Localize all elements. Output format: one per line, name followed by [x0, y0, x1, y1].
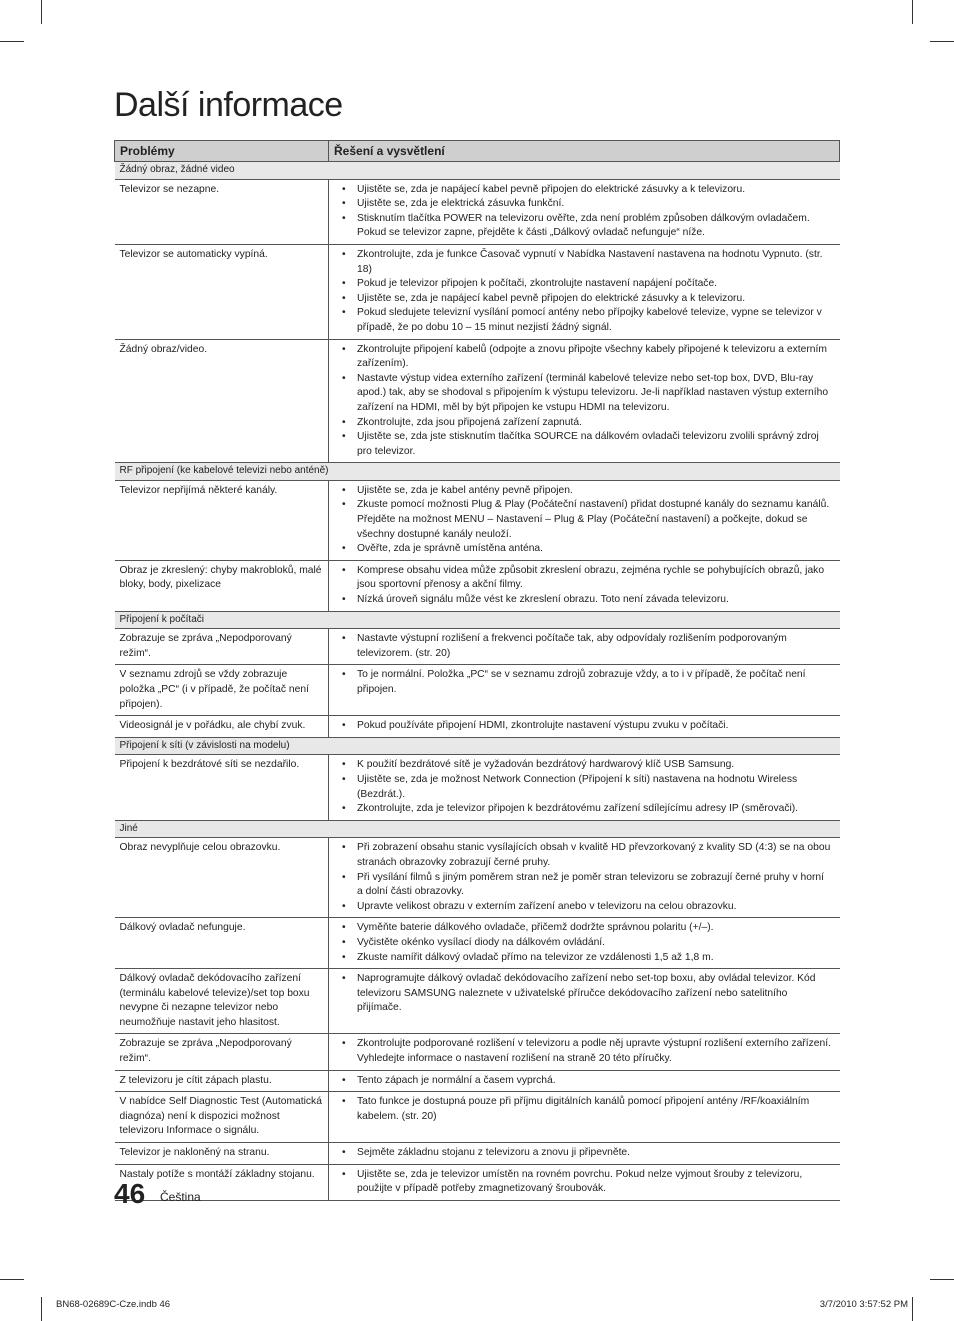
crop-mark: [41, 1297, 42, 1321]
solution-list: [334, 1095, 835, 1124]
solution-list: [334, 1074, 835, 1089]
solution-item: • Pokud sledujete televizní vysílání pomocí antény nebo přípojky kabelové televize, vypne se televizor v případě, že po dobu 10 – 15 minut nezjistí žádný signál.: [334, 306, 835, 335]
section-title: Jiné: [115, 820, 840, 838]
table-row: [115, 1143, 840, 1165]
table-row: [115, 838, 840, 918]
solution-cell: [329, 755, 840, 820]
table-row: [115, 1164, 840, 1200]
solution-item: • Pokud používáte připojení HDMI, zkontrolujte nastavení výstupu zvuku v počítači.: [334, 719, 835, 734]
crop-mark: [0, 1279, 24, 1280]
problem-cell: Z televizoru je cítit zápach plastu.: [115, 1070, 329, 1092]
table-body: [115, 162, 840, 1201]
solution-cell: [329, 918, 840, 969]
table-row: [115, 1034, 840, 1070]
section-row: [115, 820, 840, 838]
solution-item: • Ujistěte se, zda je televizor umístěn na rovném povrchu. Pokud nelze vyjmout šrouby z televizoru, použijte v případě potřeby zmagnetizovaný šroubovák.: [334, 1168, 835, 1197]
solution-cell: [329, 480, 840, 560]
problem-cell: Zobrazuje se zpráva „Nepodporovaný režim“.: [115, 629, 329, 665]
section-row: [115, 737, 840, 755]
table-row: [115, 179, 840, 244]
solution-list: [334, 758, 835, 816]
crop-mark: [41, 0, 42, 24]
solution-cell: [329, 339, 840, 463]
section-row: [115, 463, 840, 481]
problem-cell: Televizor se nezapne.: [115, 179, 329, 244]
solution-item: • Zkontrolujte podporované rozlišení v televizoru a podle něj upravte výstupní rozlišení externího zařízení. Vyhledejte informace o nastavení rozlišení na straně 20 této příručky.: [334, 1037, 835, 1066]
solution-cell: [329, 179, 840, 244]
solution-item: • Sejměte základnu stojanu z televizoru a znovu ji připevněte.: [334, 1146, 835, 1161]
solution-item: • Nastavte výstupní rozlišení a frekvenci počítače tak, aby odpovídaly rozlišením podporovaným televizorem. (str. 20): [334, 632, 835, 661]
page-title: Další informace: [114, 86, 343, 124]
solution-cell: [329, 1143, 840, 1165]
solution-item: • Ujistěte se, zda jste stisknutím tlačítka SOURCE na dálkovém ovladači televizoru zvolili správný zdroj pro televizor.: [334, 430, 835, 459]
crop-mark: [0, 41, 24, 42]
print-timestamp: 3/7/2010 3:57:52 PM: [819, 1299, 908, 1310]
solution-cell: [329, 629, 840, 665]
problem-cell: V seznamu zdrojů se vždy zobrazuje položka „PC“ (i v případě, že počítač není připojen).: [115, 665, 329, 716]
solution-list: [334, 1037, 835, 1066]
language-label: Čeština: [160, 1190, 201, 1204]
table-row: [115, 716, 840, 738]
solution-cell: [329, 1164, 840, 1200]
solution-item: • Při vysílání filmů s jiným poměrem stran než je poměr stran televizoru se zobrazují černé pruhy v horní a dolní části obrazovky.: [334, 871, 835, 900]
troubleshooting-table: [114, 140, 840, 1201]
solution-item: • To je normální. Položka „PC“ se v seznamu zdrojů zobrazuje vždy, a to i v případě, že počítač není připojen.: [334, 668, 835, 697]
table-row: [115, 665, 840, 716]
section-title: Připojení k počítači: [115, 611, 840, 629]
solution-item: • Ujistěte se, zda je napájecí kabel pevně připojen do elektrické zásuvky a k televizoru.: [334, 292, 835, 307]
table-row: [115, 1070, 840, 1092]
solution-list: [334, 632, 835, 661]
solution-item: • Zkontrolujte, zda je funkce Časovač vypnutí v Nabídka Nastavení nastavena na hodnotu Vypnuto. (str. 18): [334, 248, 835, 277]
table-row: [115, 480, 840, 560]
crop-mark: [930, 1279, 954, 1280]
solution-cell: [329, 838, 840, 918]
solution-item: • Zkontrolujte, zda je televizor připojen k bezdrátovému zařízení sdílejícímu adresy IP (směrovači).: [334, 802, 835, 817]
solution-list: [334, 484, 835, 557]
column-header-solutions: Řešení a vysvětlení: [329, 141, 840, 162]
solution-item: • Vyčistěte okénko vysílací diody na dálkovém ovládání.: [334, 936, 835, 951]
problem-cell: Televizor se automaticky vypíná.: [115, 244, 329, 339]
solution-list: [334, 921, 835, 965]
problem-cell: Připojení k bezdrátové síti se nezdařilo.: [115, 755, 329, 820]
solution-item: • Ujistěte se, zda je napájecí kabel pevně připojen do elektrické zásuvky a k televizoru.: [334, 183, 835, 198]
column-header-problems: Problémy: [115, 141, 329, 162]
solution-list: [334, 343, 835, 460]
print-file-info: BN68-02689C-Cze.indb 46: [56, 1299, 171, 1310]
table-row: [115, 1092, 840, 1143]
solution-cell: [329, 560, 840, 611]
solution-cell: [329, 1092, 840, 1143]
solution-list: [334, 564, 835, 608]
section-title: Žádný obraz, žádné video: [115, 162, 840, 180]
table-row: [115, 629, 840, 665]
solution-item: • Ověřte, zda je správně umístěna anténa.: [334, 542, 835, 557]
problem-cell: Obraz je zkreslený: chyby makrobloků, malé bloky, body, pixelizace: [115, 560, 329, 611]
solution-list: [334, 183, 835, 241]
problem-cell: Dálkový ovladač nefunguje.: [115, 918, 329, 969]
crop-mark: [930, 41, 954, 42]
solution-list: [334, 248, 835, 336]
solution-list: [334, 972, 835, 1016]
solution-cell: [329, 1034, 840, 1070]
solution-item: • Upravte velikost obrazu v externím zařízení anebo v televizoru na celou obrazovku.: [334, 900, 835, 915]
table-row: [115, 969, 840, 1034]
section-row: [115, 611, 840, 629]
table-row: [115, 755, 840, 820]
solution-list: [334, 1146, 835, 1161]
problem-cell: Obraz nevyplňuje celou obrazovku.: [115, 838, 329, 918]
problem-cell: Videosignál je v pořádku, ale chybí zvuk.: [115, 716, 329, 738]
table-row: [115, 918, 840, 969]
table-header-row: [115, 141, 840, 162]
section-row: [115, 162, 840, 180]
problem-cell: Televizor nepřijímá některé kanály.: [115, 480, 329, 560]
problem-cell: Nastaly potíže s montáží základny stojanu.: [115, 1164, 329, 1200]
section-title: RF připojení (ke kabelové televizi nebo anténě): [115, 463, 840, 481]
solution-item: • Zkontrolujte připojení kabelů (odpojte a znovu připojte všechny kabely připojené k televizoru a externím zařízením).: [334, 343, 835, 372]
solution-list: [334, 841, 835, 914]
solution-item: • Ujistěte se, zda je elektrická zásuvka funkční.: [334, 197, 835, 212]
solution-item: • Při zobrazení obsahu stanic vysílajících obsah v kvalitě HD převzorkovaný z kvality SD (4:3) se na obou stranách obrazovky zobrazují černé pruhy.: [334, 841, 835, 870]
solution-cell: [329, 1070, 840, 1092]
solution-item: • Zkontrolujte, zda jsou připojená zařízení zapnutá.: [334, 416, 835, 431]
problem-cell: Televizor je nakloněný na stranu.: [115, 1143, 329, 1165]
solution-cell: [329, 665, 840, 716]
solution-cell: [329, 969, 840, 1034]
solution-cell: [329, 716, 840, 738]
solution-item: • K použití bezdrátové sítě je vyžadován bezdrátový hardwarový klíč USB Samsung.: [334, 758, 835, 773]
table-row: [115, 560, 840, 611]
solution-list: [334, 668, 835, 697]
solution-item: • Komprese obsahu videa může způsobit zkreslení obrazu, zejména rychle se pohybujících obrazů, jako jsou sportovní přenosy a akční filmy.: [334, 564, 835, 593]
solution-item: • Naprogramujte dálkový ovladač dekódovacího zařízení nebo set-top boxu, aby ovládal televizor. Kód televizoru SAMSUNG naleznete v uživatelské příručce dekódovacího zařízení nebo satelitního přijímače.: [334, 972, 835, 1016]
solution-item: • Zkuste pomocí možnosti Plug & Play (Počáteční nastavení) přidat dostupné kanály do seznamu kanálů. Přejděte na možnost MENU – Nastavení – Plug & Play (Počáteční nastavení) a počkejte, dokud se všechny dostupné kanály neuloží.: [334, 498, 835, 542]
problem-cell: Dálkový ovladač dekódovacího zařízení (terminálu kabelové televize)/set top boxu nevypne či nezapne televizor nebo neumožňuje nastavit jeho hlasitost.: [115, 969, 329, 1034]
solution-item: • Ujistěte se, zda je možnost Network Connection (Připojení k síti) nastavena na hodnotu Wireless (Bezdrát.).: [334, 773, 835, 802]
crop-mark: [912, 0, 913, 24]
solution-cell: [329, 244, 840, 339]
table-row: [115, 339, 840, 463]
solution-item: • Nastavte výstup videa externího zařízení (terminál kabelové televize nebo set-top box, DVD, Blu-ray apod.) tak, aby se shodoval s připojením k výstupu televizoru. Je-li například nastaven výstup externího zařízení na HDMI, měl by být připojen ke vstupu HDMI na televizoru.: [334, 372, 835, 416]
solution-item: • Stisknutím tlačítka POWER na televizoru ověřte, zda není problém způsoben dálkovým ovladačem. Pokud se televizor zapne, přejděte k části „Dálkový ovladač nefunguje“ níže.: [334, 212, 835, 241]
solution-item: • Tato funkce je dostupná pouze při příjmu digitálních kanálů pomocí připojení antény /RF/koaxiálním kabelem. (str. 20): [334, 1095, 835, 1124]
solution-item: • Zkuste namířit dálkový ovladač přímo na televizor ze vzdálenosti 1,5 až 1,8 m.: [334, 951, 835, 966]
solution-item: • Tento zápach je normální a časem vyprchá.: [334, 1074, 835, 1089]
problem-cell: Žádný obraz/video.: [115, 339, 329, 463]
solution-item: • Nízká úroveň signálu může vést ke zkreslení obrazu. Toto není závada televizoru.: [334, 593, 835, 608]
solution-item: • Pokud je televizor připojen k počítači, zkontrolujte nastavení napájení počítače.: [334, 277, 835, 292]
table-row: [115, 244, 840, 339]
solution-item: • Vyměňte baterie dálkového ovladače, přičemž dodržte správnou polaritu (+/–).: [334, 921, 835, 936]
section-title: Připojení k síti (v závislosti na modelu): [115, 737, 840, 755]
solution-list: [334, 1168, 835, 1197]
solution-list: [334, 719, 835, 734]
crop-mark: [912, 1297, 913, 1321]
solution-item: • Ujistěte se, zda je kabel antény pevně připojen.: [334, 484, 835, 499]
page-number: 46: [114, 1178, 146, 1209]
problem-cell: V nabídce Self Diagnostic Test (Automatická diagnóza) není k dispozici možnost televizoru Informace o signálu.: [115, 1092, 329, 1143]
problem-cell: Zobrazuje se zpráva „Nepodporovaný režim“.: [115, 1034, 329, 1070]
